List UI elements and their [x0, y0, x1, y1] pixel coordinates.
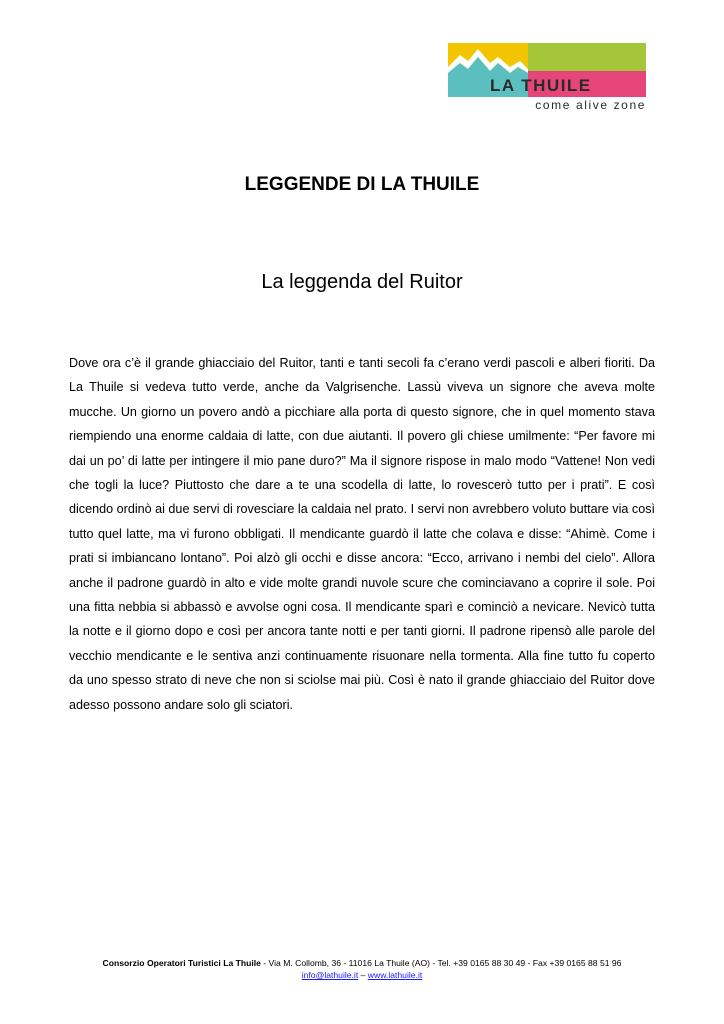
- document-title: LEGGENDE DI LA THUILE: [244, 174, 480, 195]
- la-thuile-logo: [448, 43, 646, 113]
- footer-org-name: Consorzio Operatori Turistici La Thuile: [102, 958, 261, 968]
- legend-body-text: Dove ora c’è il grande ghiacciaio del Ruitor, tanti e tanti secoli fa c’erano verdi pascoli e alberi fioriti. Da La Thuile si vedeva tutto verde, anche da Valgrisenche. Lassù viveva un signore che aveva molte mucche. Un giorno un povero andò a picchiare alla porta di questo signore, che in quel momento stava riempiendo una enorme caldaia di latte, con due aiutanti. Il povero gli chiese umilmente: “Per favore mi dai un po’ di latte per intingere il mio pane duro?” Ma il signore rispose in malo modo “Vattene! Non vedi che togli la luce? Piuttosto che dare a te una scodella di latte, lo rovescerò tutto per i prati”. E così dicendo ordinò ai due servi di rovesciare la caldaia nel prato. I servi non avrebbero voluto buttare via così tutto quel latte, ma vi furono obbligati. Il mendicante guardò il latte che colava e disse: “Ahimè. Come i prati si imbiancano lontano”. Poi alzò gli occhi e disse ancora: “Ecco, arrivano i nembi del cielo”. Allora anche il padrone guardò in alto e vide molte grandi nuvole scure che cominciavano a coprire il sole. Poi una fitta nebbia si abbassò e avvolse ogni cosa. Il mendicante sparì e cominciò a nevicare. Nevicò tutta la notte e il giorno dopo e così per ancora tante notti e per tanti giorni. Il padrone ripensò alle parole del vecchio mendicante e le sentiva anzi continuamente risuonare nella tormenta. Alla fine tutto fu coperto da uno spesso strato di neve che non si sciolse mai più. Così è nato il grande ghiacciaio del Ruitor dove adesso possono andare solo gli sciatori.: [69, 356, 655, 712]
- document-subtitle: La leggenda del Ruitor: [261, 271, 463, 293]
- logo-mountain-graphic: [448, 43, 646, 97]
- footer-address: - Via M. Collomb, 36 - 11016 La Thuile (AO) - Tel. +39 0165 88 30 49 - Fax +39 0165 88 51 96: [260, 958, 622, 968]
- footer-address-line: [0, 957, 724, 969]
- logo-tagline: come alive zone: [535, 98, 646, 112]
- page-footer: [0, 957, 724, 981]
- footer-links-line: [0, 969, 724, 981]
- footer-email-link[interactable]: info@lathuile.it: [301, 970, 359, 980]
- footer-separator: –: [358, 970, 368, 980]
- footer-website-link[interactable]: www.lathuile.it: [367, 970, 423, 980]
- logo-wordmark: LA THUILE: [490, 76, 592, 95]
